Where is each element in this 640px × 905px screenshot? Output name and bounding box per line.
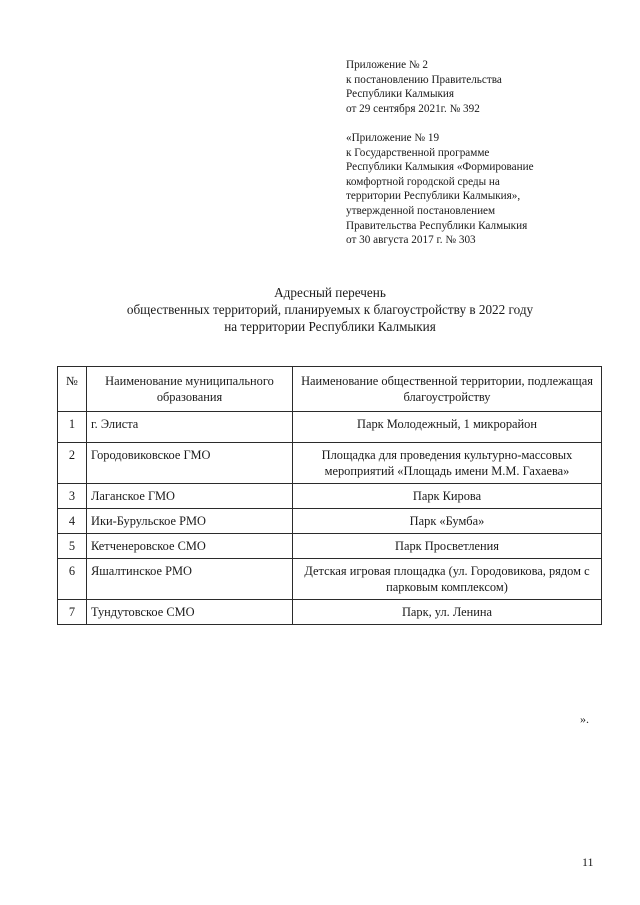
table-row: [58, 559, 602, 600]
appendix-ref-line: Правительства Республики Калмыкия: [346, 219, 528, 232]
cell-territory: Парк, ул. Ленина: [293, 600, 602, 625]
cell-territory: Парк Кирова: [293, 484, 602, 509]
cell-municipality: г. Элиста: [87, 412, 293, 443]
title-line: общественных территорий, планируемых к благоустройству в 2022 году: [126, 302, 534, 317]
table-row: [58, 484, 602, 509]
document-title: [60, 284, 600, 335]
appendix-ref-line: Республики Калмыкия «Формирование: [346, 161, 534, 174]
appendix-ref-line: территории Республики Калмыкия»,: [346, 190, 521, 203]
cell-territory: Парк Молодежный, 1 микрорайон: [293, 412, 602, 443]
cell-no: 6: [58, 559, 87, 600]
appendix-line: Республики Калмыкия: [346, 88, 455, 101]
appendix-ref-line: комфортной городской среды на: [346, 175, 500, 188]
cell-municipality: Тундутовское СМО: [87, 600, 293, 625]
header-territory: Наименование общественной территории, подлежащая благоустройству: [293, 367, 602, 412]
cell-territory: Парк «Бумба»: [293, 509, 602, 534]
cell-no: 3: [58, 484, 87, 509]
appendix-reference: [346, 131, 616, 248]
cell-municipality: Яшалтинское РМО: [87, 559, 293, 600]
cell-territory: Парк Просветления: [293, 534, 602, 559]
cell-municipality: Кетченеровское СМО: [87, 534, 293, 559]
appendix-line: от 29 сентября 2021г. № 392: [346, 102, 480, 115]
table-row: [58, 443, 602, 484]
cell-no: 1: [58, 412, 87, 443]
appendix-header: [346, 58, 616, 116]
title-line: на территории Республики Калмыкия: [224, 319, 436, 334]
title-line: Адресный перечень: [274, 285, 386, 300]
appendix-ref-line: «Приложение № 19: [346, 132, 440, 144]
cell-municipality: Ики-Бурульское РМО: [87, 509, 293, 534]
appendix-line: Приложение № 2: [346, 59, 428, 71]
address-table: [57, 366, 602, 625]
header-no: №: [58, 367, 87, 412]
cell-no: 2: [58, 443, 87, 484]
closing-quote: ».: [580, 712, 589, 726]
cell-territory: Детская игровая площадка (ул. Городовикова, рядом с парковым комплексом): [293, 559, 602, 600]
appendix-line: к постановлению Правительства: [346, 73, 502, 86]
table-header-row: [58, 367, 602, 412]
cell-municipality: Городовиковское ГМО: [87, 443, 293, 484]
header-municipality: Наименование муниципального образования: [87, 367, 293, 412]
page-number: 11: [582, 855, 594, 869]
cell-municipality: Лаганское ГМО: [87, 484, 293, 509]
table-row: [58, 534, 602, 559]
table-row: [58, 600, 602, 625]
cell-no: 7: [58, 600, 87, 625]
appendix-ref-line: от 30 августа 2017 г. № 303: [346, 234, 476, 247]
cell-no: 5: [58, 534, 87, 559]
appendix-ref-line: к Государственной программе: [346, 146, 490, 159]
cell-territory: Площадка для проведения культурно-массовых мероприятий «Площадь имени М.М. Гахаева»: [293, 443, 602, 484]
appendix-ref-line: утвержденной постановлением: [346, 204, 496, 217]
table-row: [58, 509, 602, 534]
table-row: [58, 412, 602, 443]
cell-no: 4: [58, 509, 87, 534]
